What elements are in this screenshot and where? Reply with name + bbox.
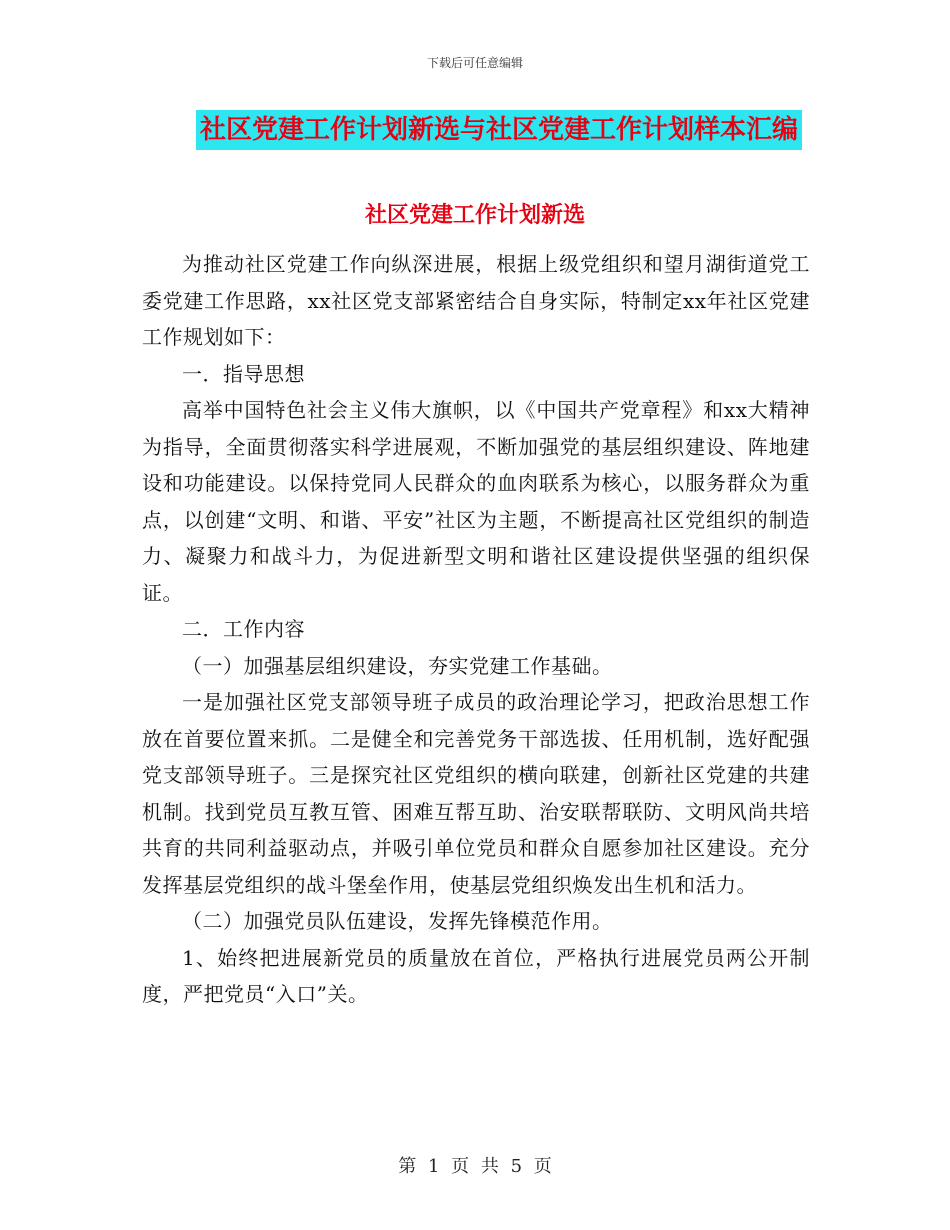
subheading-organization-building: （一）加强基层组织建设，夯实党建工作基础。 [182, 653, 613, 678]
section-title: 社区党建工作计划新选 [364, 202, 585, 228]
header-note: 下载后可任意编辑 [426, 56, 523, 70]
paragraph-guiding-thought: 高举中国特色社会主义伟大旗帜，以《中国共产党章程》和xx大精神为指导，全面贯彻落实科学进展观，不断加强党的基层组织建设、阵地建设和功能建设。以保持党同人民群众的血肉联系为核心，以服务群众为重点，以创建“文明、和谐、平安”社区为主题，不断提高社区党组织的制造力、凝聚力和战斗力，为促进新型文明和谐社区建设提供坚强的组织保证。 [142, 398, 810, 605]
heading-work-content: 二．工作内容 [182, 617, 305, 641]
subheading-member-building: （二）加强党员队伍建设，发挥先锋模范作用。 [182, 909, 613, 933]
page-number-footer: 第 1 页 共 5 页 [398, 1156, 552, 1177]
main-title-wrap [0, 110, 950, 150]
document-body [142, 246, 810, 1013]
paragraph-intro: 为推动社区党建工作向纵深进展，根据上级党组织和望月湖街道党工委党建工作思路，xx社区党支部紧密结合自身实际，特制定xx年社区党建工作规划如下： [142, 252, 810, 349]
heading-guiding-thought: 一．指导思想 [182, 361, 305, 386]
paragraph-member-quality: 1、始终把进展新党员的质量放在首位，严格执行进展党员两公开制度，严把党员“入口”关。 [142, 945, 810, 1006]
paragraph-organization-building: 一是加强社区党支部领导班子成员的政治理论学习，把政治思想工作放在首要位置来抓。二是健全和完善党务干部选拔、任用机制，选好配强党支部领导班子。三是探究社区党组织的横向联建，创新社区党建的共建机制。找到党员互教互管、困难互帮互助、治安联帮联防、文明风尚共培共育的共同利益驱动点，并吸引单位党员和群众自愿参加社区建设。充分发挥基层党组织的战斗堡垒作用，使基层党组织焕发出生机和活力。 [142, 690, 810, 897]
document-main-title: 社区党建工作计划新选与社区党建工作计划样本汇编 [196, 110, 802, 150]
